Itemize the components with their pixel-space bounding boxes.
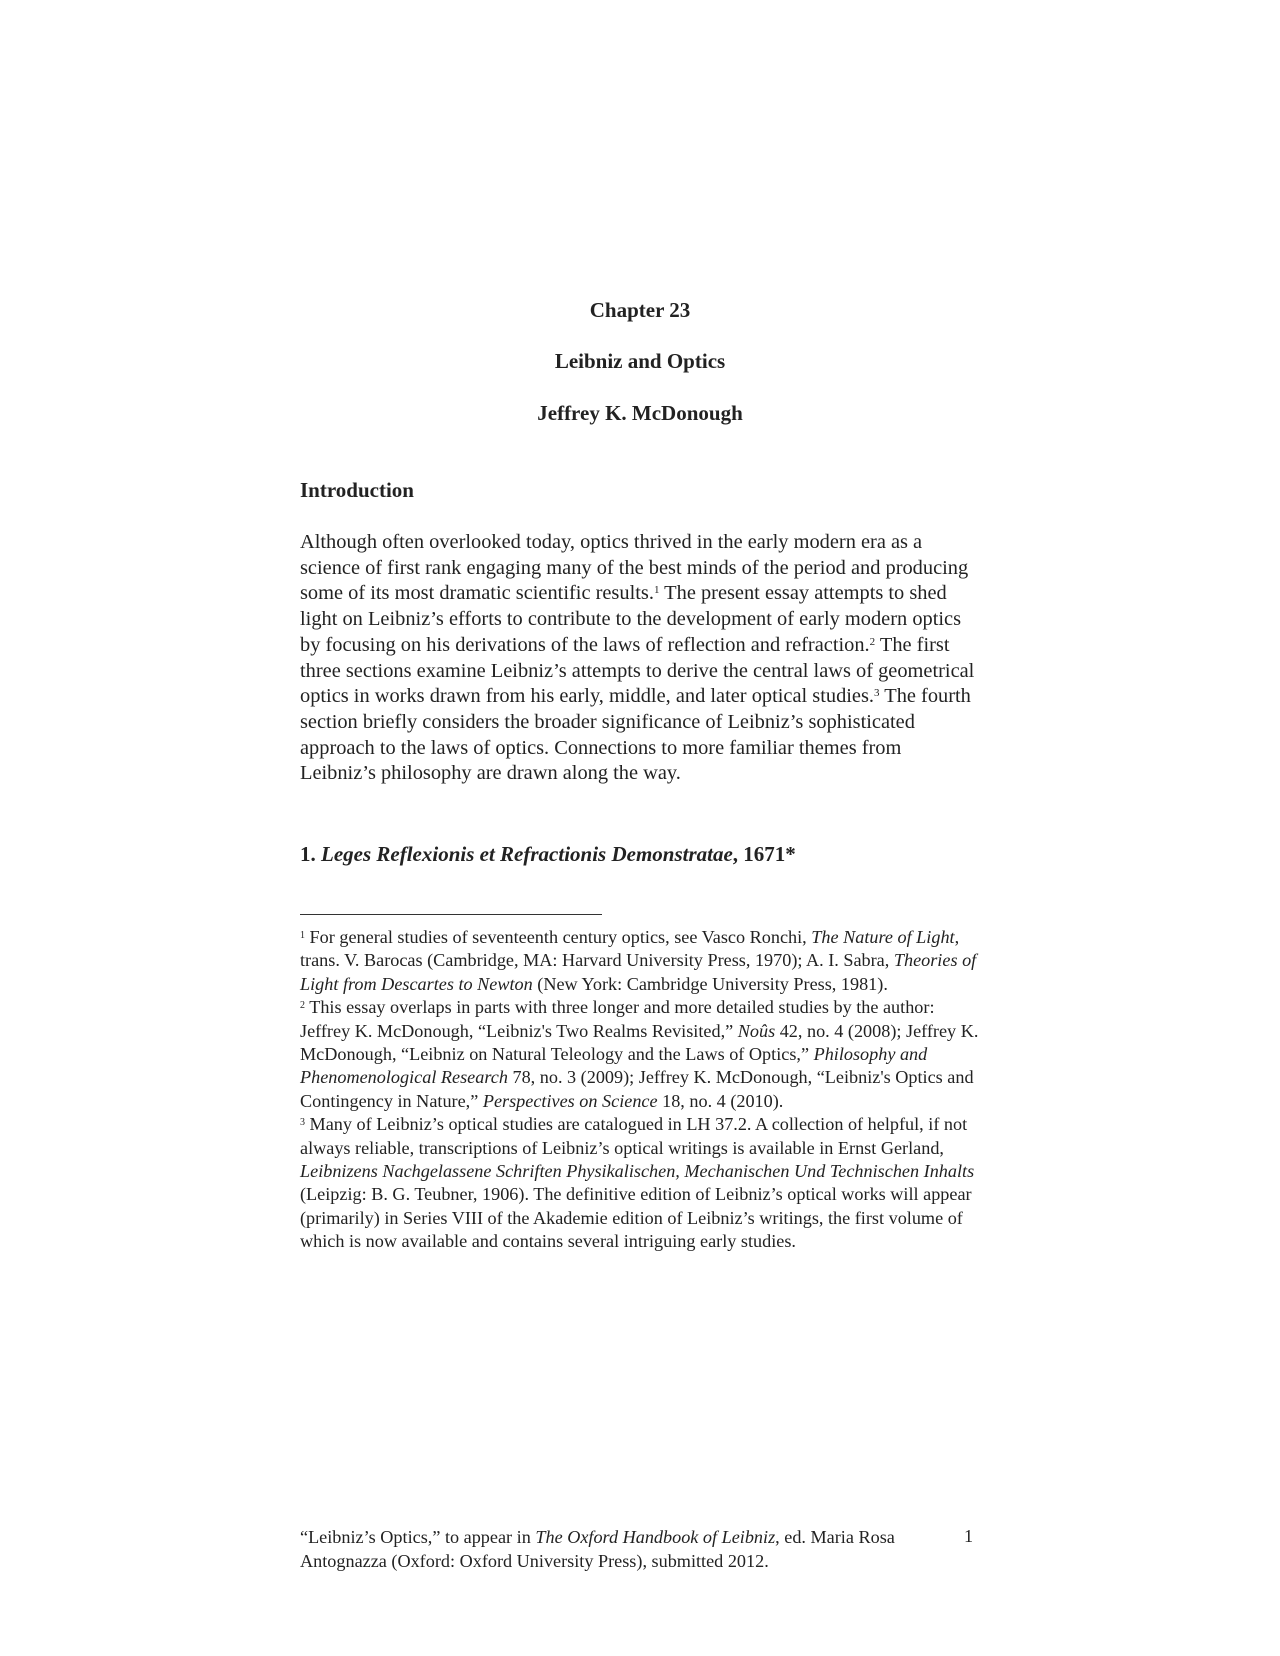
footnote-3-text-a: Many of Leibniz’s optical studies are catalogued in LH 37.2. A collection of helpful, if not always reliable, transcriptions of Leibniz’s optical writings is available in Ernst Gerland, xyxy=(300,1114,968,1158)
intro-text-3: The first three sections examine Leibniz’s attempts to derive the central laws of geometrical optics in works drawn from his early, middle, and later optical studies. xyxy=(300,633,975,708)
footnote-1 xyxy=(300,926,980,996)
section-1-heading xyxy=(300,842,980,867)
footnote-2-title-a: Noûs xyxy=(737,1020,776,1041)
footnote-2-text-a: This essay overlaps in parts with three longer and more detailed studies by the author: Jeffrey K. McDonough, “Leibniz's Two Realms Revisited,” xyxy=(300,997,935,1041)
section-1-suffix: , 1671* xyxy=(732,842,796,866)
footer-text-b: , ed. Maria Rosa Antognazza (Oxford: Oxford University Press), submitted 2012. xyxy=(300,1527,895,1571)
page-footer xyxy=(300,1526,980,1573)
introduction-section xyxy=(300,478,980,503)
footnotes xyxy=(300,926,980,1254)
footnote-2-text-d: 18, no. 4 (2010). xyxy=(657,1090,784,1111)
chapter-title: Leibniz and Optics xyxy=(554,349,726,373)
footnote-2-title-b: Philosophy and Phenomenological Research xyxy=(300,1044,928,1088)
intro-text-2: The present essay attempts to shed light on Leibniz’s efforts to contribute to the development of early modern optics by focusing on his derivations of the laws of reflection and refraction. xyxy=(300,582,962,656)
footnote-1-text-c: (New York: Cambridge University Press, 1981). xyxy=(532,973,888,994)
footer-text-a: “Leibniz’s Optics,” to appear in xyxy=(300,1527,536,1547)
footnote-3 xyxy=(300,1113,980,1253)
footnote-1-title-a: The Nature of Light xyxy=(811,927,955,947)
footnote-ref-2[interactable]: 2 xyxy=(869,635,876,648)
footnote-3-text-b: (Leipzig: B. G. Teubner, 1906). The definitive edition of Leibniz’s optical works will appear (primarily) in Series VIII of the Akademie edition of Leibniz’s writings, the first volume of which is now available and contains several intriguing early studies. xyxy=(300,1184,972,1252)
footnote-2-title-c: Perspectives on Science xyxy=(482,1090,658,1111)
footnote-1-text-b: , trans. V. Barocas (Cambridge, MA: Harvard University Press, 1970); A. I. Sabra, xyxy=(300,927,960,971)
introduction-heading: Introduction xyxy=(300,478,414,502)
page-number: 1 xyxy=(964,1526,974,1546)
intro-text-4: The fourth section briefly considers the broader significance of Leibniz’s sophisticated approach to the laws of optics. Connections to more familiar themes from Leibniz’s philosophy are drawn along the way. xyxy=(300,685,971,785)
section-1-number: 1. xyxy=(300,842,321,866)
introduction-paragraph xyxy=(300,530,980,787)
footnote-ref-1[interactable]: 1 xyxy=(653,584,660,597)
footnote-3-title-a: Leibnizens Nachgelassene Schriften Physikalischen, Mechanischen Und Technischen Inhalts xyxy=(300,1161,975,1182)
footnote-divider xyxy=(300,914,602,915)
footnote-1-text-a: For general studies of seventeenth century optics, see Vasco Ronchi, xyxy=(305,927,812,947)
section-1-title: Leges Reflexionis et Refractionis Demonstratae xyxy=(321,842,733,866)
footnote-2-text-c: 78, no. 3 (2009); Jeffrey K. McDonough, “Leibniz's Optics and Contingency in Nature,” xyxy=(300,1067,974,1111)
footnote-1-mark: 1 xyxy=(300,930,305,941)
intro-text-1: Although often overlooked today, optics thrived in the early modern era as a science of first rank engaging many of the best minds of the period and producing some of its most dramatic scientific results. xyxy=(300,531,969,605)
footnote-ref-3[interactable]: 3 xyxy=(874,687,880,700)
footnote-1-title-b: Theories of Light from Descartes to Newton xyxy=(300,950,977,994)
footnote-2 xyxy=(300,996,980,1113)
footnote-2-mark: 2 xyxy=(300,1000,305,1012)
introduction-body xyxy=(300,530,980,787)
footer-handbook-title: The Oxford Handbook of Leibniz xyxy=(535,1527,776,1547)
footnote-2-text-b: 42, no. 4 (2008); Jeffrey K. McDonough, “Leibniz on Natural Teleology and the Laws of Optics,” xyxy=(300,1020,979,1065)
chapter-label: Chapter 23 xyxy=(589,298,691,322)
footnote-3-mark: 3 xyxy=(300,1117,305,1129)
chapter-author: Jeffrey K. McDonough xyxy=(537,401,743,425)
